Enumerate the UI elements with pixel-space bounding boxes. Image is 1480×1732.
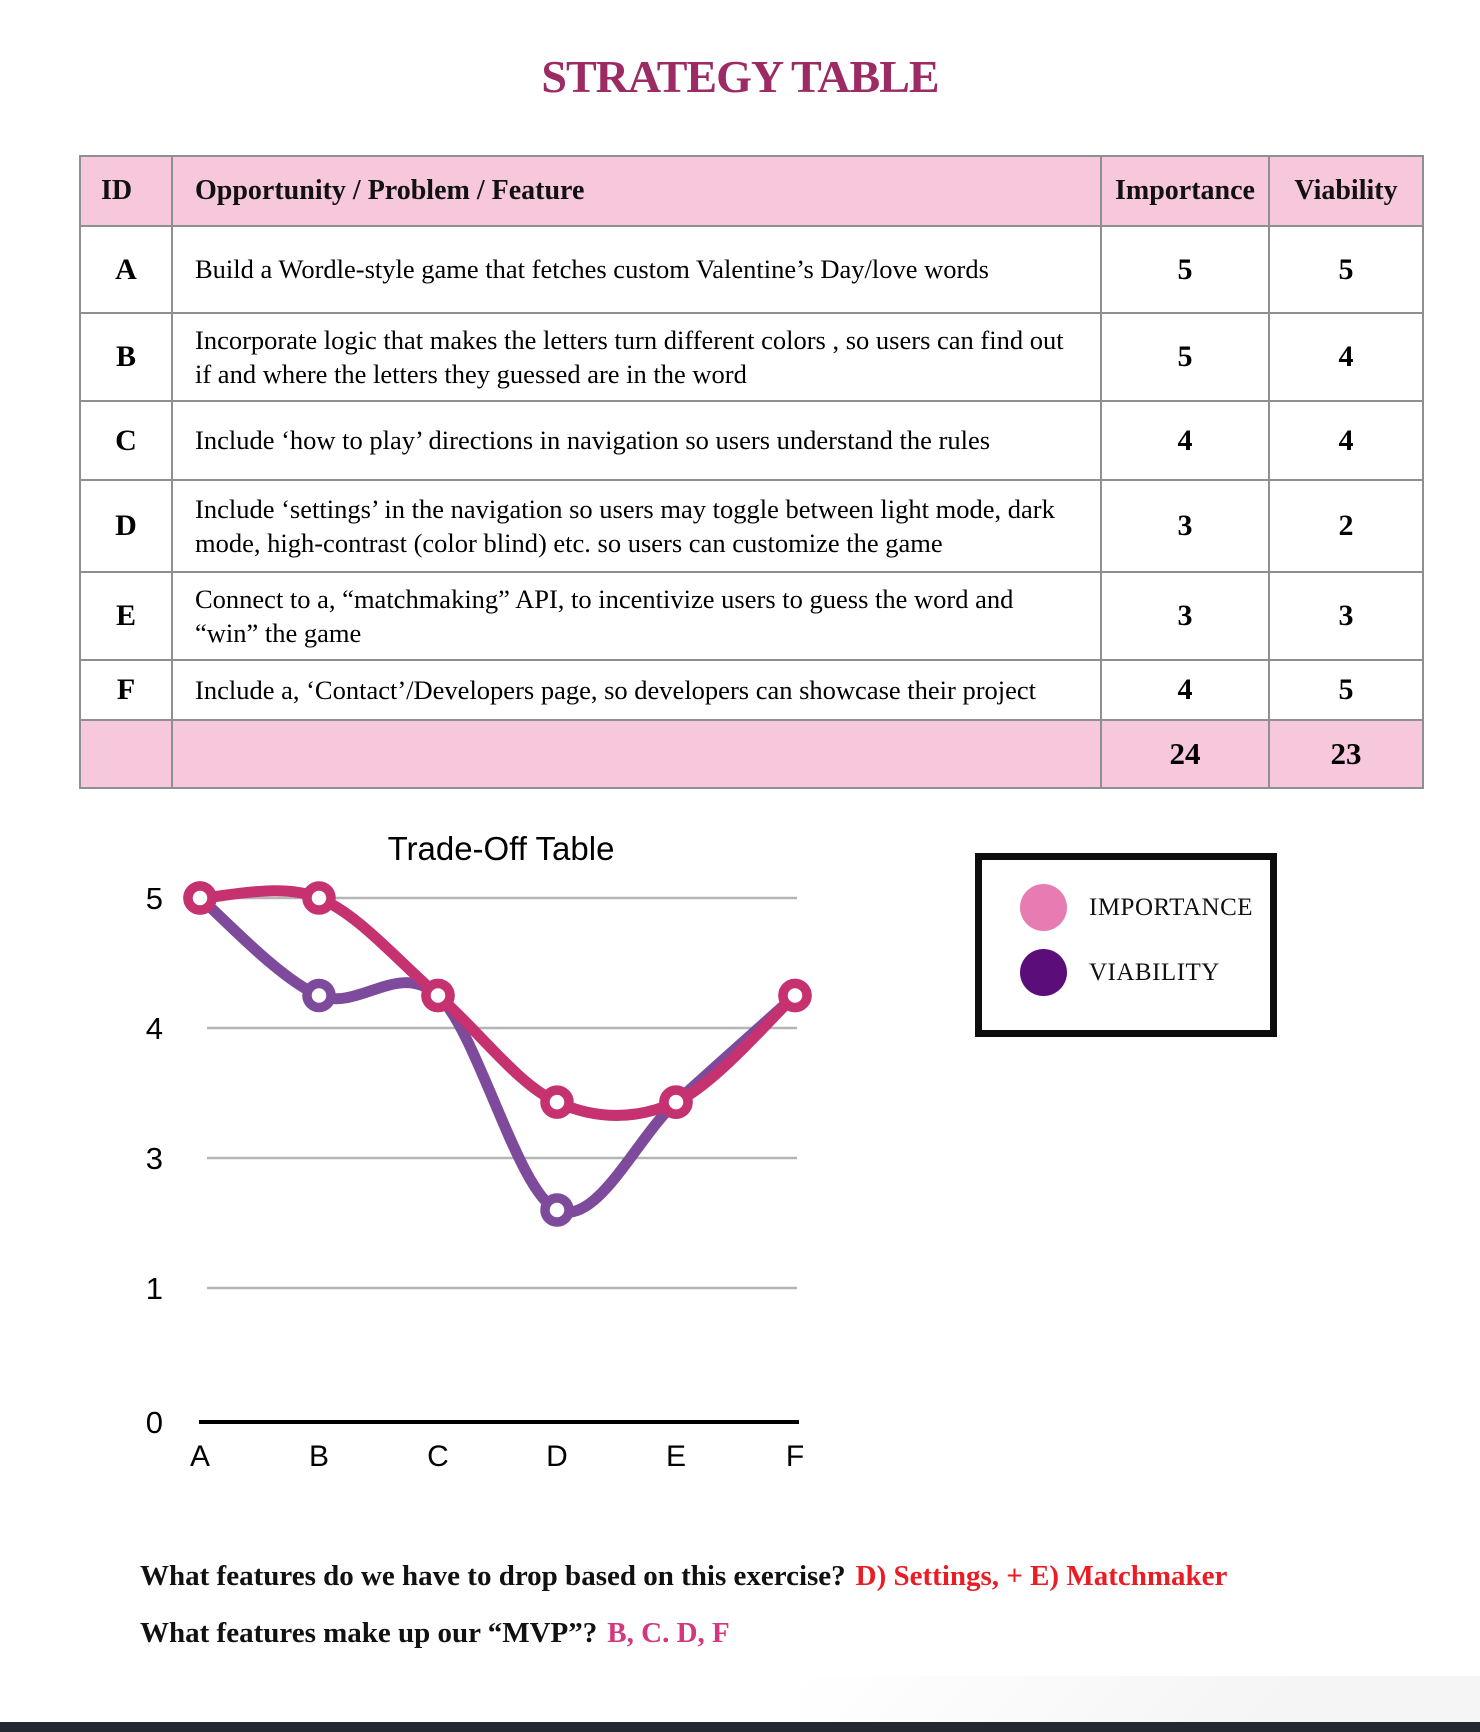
header-importance: Importance: [1101, 156, 1269, 226]
table-row: [80, 572, 1423, 660]
chart-title: Trade-Off Table: [387, 830, 615, 867]
page-title: STRATEGY TABLE: [541, 51, 939, 102]
bottom-fade: [800, 1676, 1480, 1722]
data-point-importance: [188, 886, 212, 910]
row-id-cell: B: [80, 313, 172, 401]
total-importance: 24: [1101, 720, 1269, 788]
legend-label: VIABILITY: [1089, 958, 1220, 986]
x-tick-label: F: [785, 1440, 805, 1473]
row-id-cell: E: [80, 572, 172, 660]
feature-cell: Connect to a, “matchmaking” API, to incentivize users to guess the word and “win” the game: [172, 572, 1101, 660]
importance-cell: 3: [1101, 480, 1269, 572]
viability-cell: 5: [1269, 226, 1423, 313]
trade-off-chart: [115, 818, 865, 1488]
data-point-importance: [545, 1090, 569, 1114]
question-prompt: What features make up our “MVP”?: [140, 1617, 598, 1649]
table-row: [80, 401, 1423, 480]
feature-cell: Build a Wordle-style game that fetches custom Valentine’s Day/love words: [172, 226, 1101, 313]
questions-section: [140, 1560, 1390, 1674]
y-tick-label: 1: [145, 1271, 163, 1306]
table-header-row: [80, 156, 1423, 226]
viability-cell: 4: [1269, 313, 1423, 401]
question-answer: B, C. D, F: [607, 1617, 730, 1649]
data-point-viability: [545, 1198, 569, 1222]
x-tick-label: D: [546, 1440, 568, 1473]
strategy-table: [79, 155, 1424, 789]
importance-cell: 5: [1101, 313, 1269, 401]
row-id-cell: C: [80, 401, 172, 480]
row-id-cell: D: [80, 480, 172, 572]
header-id: ID: [80, 156, 172, 226]
feature-cell: Include ‘how to play’ directions in navigation so users understand the rules: [172, 401, 1101, 480]
table-row: [80, 226, 1423, 313]
data-point-importance: [307, 886, 331, 910]
legend-item-importance: [1020, 884, 1270, 931]
x-tick-label: C: [427, 1440, 449, 1473]
importance-swatch-icon: [1020, 884, 1067, 931]
question-drop: [140, 1560, 1390, 1593]
row-id-cell: F: [80, 660, 172, 720]
x-tick-label: A: [189, 1440, 211, 1473]
feature-cell: Include ‘settings’ in the navigation so users may toggle between light mode, dark mode, high-contrast (color blind) etc. so users can customize the game: [172, 480, 1101, 572]
feature-cell: Incorporate logic that makes the letters turn different colors , so users can find out if and where the letters they guessed are in the word: [172, 313, 1101, 401]
legend-item-viability: [1020, 949, 1270, 996]
total-feature-cell: [172, 720, 1101, 788]
header-feature: Opportunity / Problem / Feature: [172, 156, 1101, 226]
y-tick-label: 4: [145, 1011, 163, 1046]
series-line-importance: [200, 891, 795, 1116]
question-prompt: What features do we have to drop based on this exercise?: [140, 1560, 846, 1592]
bottom-bar: [0, 1722, 1480, 1732]
row-id-cell: A: [80, 226, 172, 313]
question-mvp: [140, 1617, 1390, 1650]
header-viability: Viability: [1269, 156, 1423, 226]
viability-cell: 2: [1269, 480, 1423, 572]
y-tick-label: 3: [145, 1141, 163, 1176]
total-id-cell: [80, 720, 172, 788]
data-point-importance: [664, 1090, 688, 1114]
feature-cell: Include a, ‘Contact’/Developers page, so developers can showcase their project: [172, 660, 1101, 720]
y-tick-label: 0: [145, 1405, 163, 1440]
table-row: [80, 480, 1423, 572]
viability-cell: 4: [1269, 401, 1423, 480]
viability-cell: 3: [1269, 572, 1423, 660]
data-point-importance: [783, 984, 807, 1008]
data-point-importance: [426, 984, 450, 1008]
x-tick-label: B: [308, 1440, 330, 1473]
importance-cell: 3: [1101, 572, 1269, 660]
viability-cell: 5: [1269, 660, 1423, 720]
importance-cell: 4: [1101, 660, 1269, 720]
viability-swatch-icon: [1020, 949, 1067, 996]
x-tick-label: E: [665, 1440, 687, 1473]
table-total-row: [80, 720, 1423, 788]
y-tick-label: 5: [145, 881, 163, 916]
legend-label: IMPORTANCE: [1089, 893, 1254, 921]
importance-cell: 4: [1101, 401, 1269, 480]
question-answer: D) Settings, + E) Matchmaker: [855, 1560, 1228, 1592]
table-row: [80, 313, 1423, 401]
total-viability: 23: [1269, 720, 1423, 788]
data-point-viability: [307, 984, 331, 1008]
chart-legend: [975, 853, 1277, 1037]
table-row: [80, 660, 1423, 720]
importance-cell: 5: [1101, 226, 1269, 313]
